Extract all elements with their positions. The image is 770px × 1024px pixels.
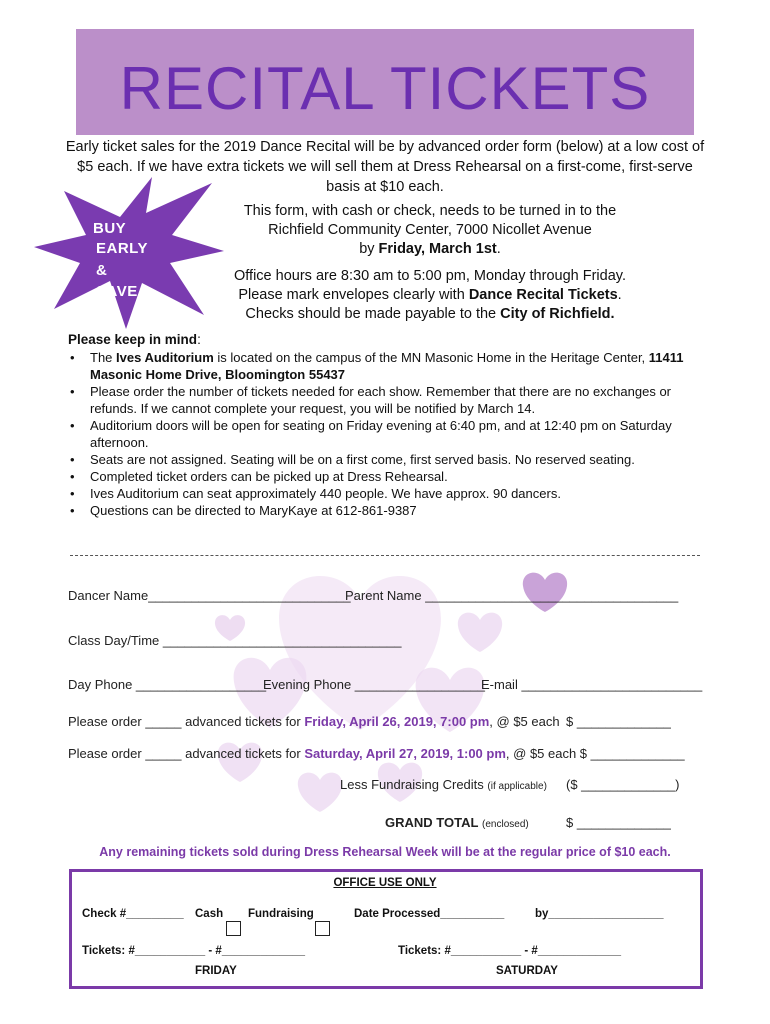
office-hours-block [210, 267, 650, 324]
evening-phone-field[interactable]: Evening Phone __________________ [263, 677, 485, 692]
badge-line-early: EARLY [96, 240, 148, 257]
envelope-label: Dance Recital Tickets [468, 287, 618, 303]
friday-order-row[interactable]: Please order _____ advanced tickets for Friday, April 26, 2019, 7:00 pm, @ $5 each [68, 714, 560, 729]
list-item: • Questions can be directed to MaryKaye at 612-861-9387 [68, 502, 708, 519]
keep-in-mind-heading: Please keep in mind: [68, 332, 201, 347]
friday-tickets-field[interactable]: Tickets: #___________ - #_____________ [82, 945, 305, 957]
badge-line-save: SAVE [96, 283, 138, 300]
class-day-time-field[interactable]: Class Day/Time _________________________________ [68, 633, 402, 648]
list-item: • Auditorium doors will be open for seating on Friday evening at 6:40 pm, and at 12:40 pm on Saturday afternoon. [68, 417, 708, 451]
fundraising-label: Fundraising [248, 908, 314, 920]
heart-icon [458, 613, 502, 652]
credits-amount-field[interactable]: ($ _____________) [566, 777, 680, 792]
list-item: • Please order the number of tickets needed for each show. Remember that there are no exchanges or refunds. If we cannot complete your request, you will be notified by March 14. [68, 383, 708, 417]
cut-line [70, 555, 700, 556]
cash-label: Cash [195, 908, 224, 920]
list-item: • Seats are not assigned. Seating will be on a first come, first served basis. No reserved seating. [68, 451, 708, 468]
date-processed-field[interactable]: Date Processed__________ [354, 908, 505, 920]
friday-label: FRIDAY [195, 965, 237, 977]
less-credits-label: Less Fundraising Credits (if applicable) [340, 777, 547, 792]
badge-line-and: & [96, 262, 108, 279]
page-title: RECITAL TICKETS [119, 55, 651, 122]
envelope-line: Please mark envelopes clearly with Dance Recital Tickets. [238, 287, 622, 303]
dancer-name-field[interactable]: Dancer Name____________________________ [68, 588, 351, 603]
check-number-field[interactable]: Check #_________ [82, 908, 184, 920]
saturday-order-row[interactable]: Please order _____ advanced tickets for Saturday, April 27, 2019, 1:00 pm, @ $5 each $ _____________ [68, 746, 685, 761]
turn-in-line-1: This form, with cash or check, needs to be turned in to the [243, 203, 617, 219]
turn-in-instructions [210, 202, 650, 259]
turn-in-line-3: by Friday, March 1st. [359, 241, 501, 257]
intro-paragraph: Early ticket sales for the 2019 Dance Recital will be by advanced order form (below) at a low cost of $5 each. If we have extra tickets we will sell them at Dress Rehearsal on a first-come, first-serve basis at $10 each. [65, 139, 705, 195]
friday-show: Friday, April 26, 2019, 7:00 pm [304, 714, 490, 729]
list-item: • Ives Auditorium can seat approximately 440 people. We have approx. 90 dancers. [68, 485, 708, 502]
grand-total-field[interactable]: $ _____________ [566, 815, 671, 830]
cash-checkbox[interactable] [226, 921, 241, 936]
office-use-title: OFFICE USE ONLY [333, 877, 437, 889]
turn-in-line-2: Richfield Community Center, 7000 Nicollet Avenue [268, 222, 592, 238]
day-phone-field[interactable]: Day Phone __________________ [68, 677, 267, 692]
grand-total-label: GRAND TOTAL (enclosed) [385, 815, 529, 830]
list-item: • Completed ticket orders can be picked up at Dress Rehearsal. [68, 468, 708, 485]
friday-amount-field[interactable]: $ _____________ [566, 714, 671, 729]
badge-line-buy: BUY [93, 220, 127, 237]
processed-by-field[interactable]: by__________________ [535, 908, 664, 920]
email-field[interactable]: E-mail _________________________ [481, 677, 703, 692]
keep-in-mind-list [68, 349, 708, 519]
saturday-show: Saturday, April 27, 2019, 1:00 pm [304, 746, 506, 761]
office-hours-line: Office hours are 8:30 am to 5:00 pm, Monday through Friday. [234, 268, 626, 284]
payee: City of Richfield. [500, 306, 615, 322]
saturday-tickets-field[interactable]: Tickets: #___________ - #_____________ [398, 945, 621, 957]
list-item: • The Ives Auditorium is located on the campus of the MN Masonic Home in the Heritage Center, 11411 Masonic Home Drive, Bloomington 55437 [68, 349, 708, 383]
saturday-label: SATURDAY [496, 965, 558, 977]
fundraising-checkbox[interactable] [315, 921, 330, 936]
deadline: Friday, March 1st [378, 241, 497, 257]
title-banner [76, 29, 694, 135]
regular-price-notice: Any remaining tickets sold during Dress Rehearsal Week will be at the regular price of $10 each. [99, 845, 671, 859]
heart-icon [298, 773, 342, 812]
payee-line: Checks should be made payable to the City of Richfield. [245, 306, 615, 322]
parent-name-field[interactable]: Parent Name ___________________________________ [345, 588, 679, 603]
